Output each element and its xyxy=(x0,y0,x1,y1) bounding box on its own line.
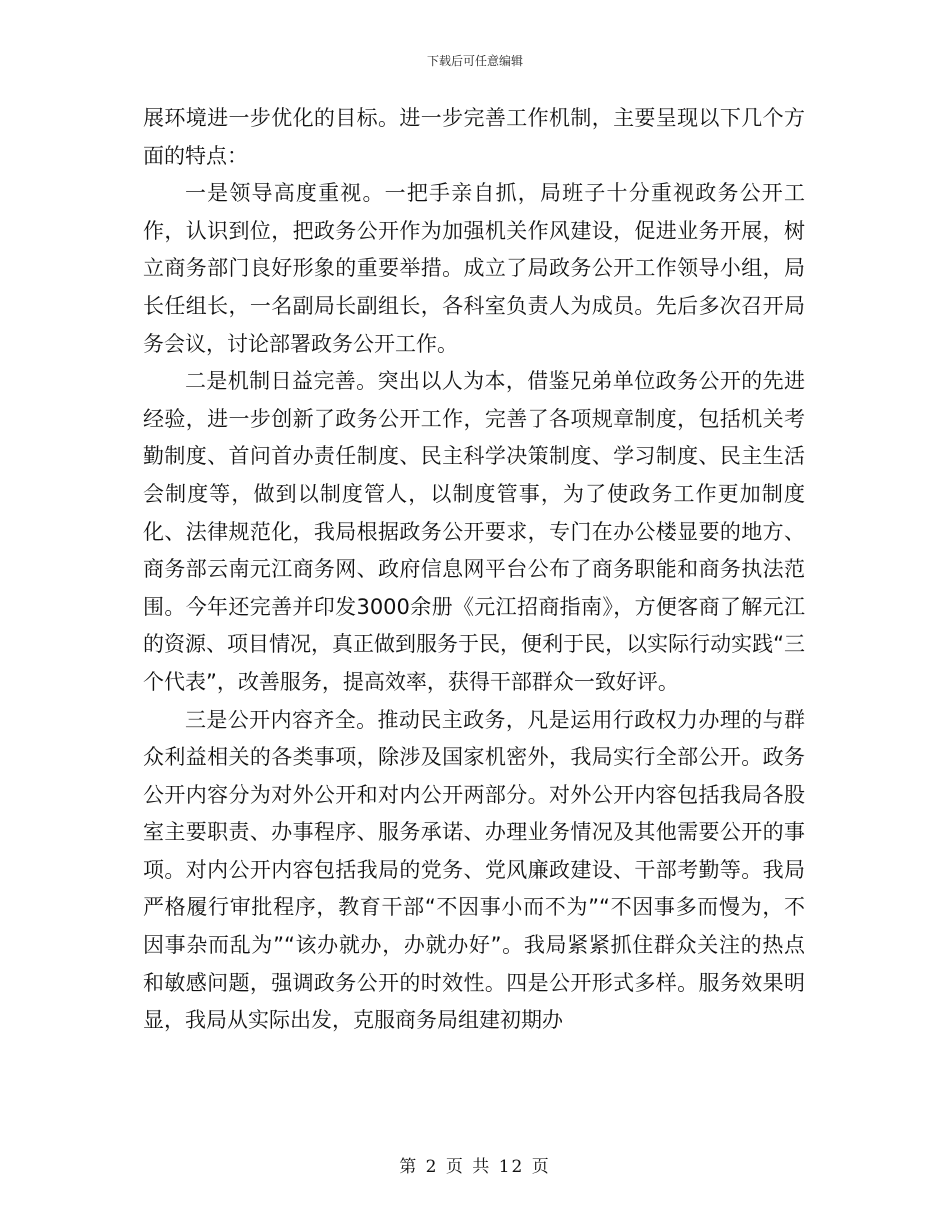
paragraph-leadership: 一是领导高度重视。一把手亲自抓，局班子十分重视政务公开工作，认识到位，把政务公开作为加强机关作风建设，促进业务开展，树立商务部门良好形象的重要举措。成立了局政务公开工作领导小组，局长任组长，一名副局长副组长，各科室负责人为成员。先后多次召开局务会议，讨论部署政务公开工作。 xyxy=(143,181,805,356)
body-text xyxy=(143,100,805,1040)
paragraph-disclosure: 三是公开内容齐全。推动民主政务，凡是运用行政权力办理的与群众利益相关的各类事项，除涉及国家机密外，我局实行全部公开。政务公开内容分为对外公开和对内公开两部分。对外公开内容包括我局各股室主要职责、办事程序、服务承诺、办理业务情况及其他需要公开的事项。对内公开内容包括我局的党务、党风廉政建设、干部考勤等。我局严格履行审批程序，教育干部“不因事小而不为”“不因事多而慢为，不因事杂而乱为”“该办就办，办就办好”。我局紧紧抓住群众关注的热点和敏感问题，强调政务公开的时效性。四是公开形式多样。服务效果明显，我局从实际出发，克服商务局组建初期办 xyxy=(143,707,805,1033)
paragraph-intro: 展环境进一步优化的目标。进一步完善工作机制，主要呈现以下几个方面的特点： xyxy=(143,106,805,168)
page-header: 下载后可任意编辑 xyxy=(426,54,523,68)
paragraph-mechanism: 二是机制日益完善。突出以人为本，借鉴兄弟单位政务公开的先进经验，进一步创新了政务公开工作，完善了各项规章制度，包括机关考勤制度、首问首办责任制度、民主科学决策制度、学习制度、民主生活会制度等，做到以制度管人，以制度管事，为了使政务工作更加制度化、法律规范化，我局根据政务公开要求，专门在办公楼显要的地方、商务部云南元江商务网、政府信息网平台公布了商务职能和商务执法范围。今年还完善并印发3000余册《元江招商指南》，方便客商了解元江的资源、项目情况，真正做到服务于民，便利于民，以实际行动实践“三个代表”，改善服务，提高效率，获得干部群众一致好评。 xyxy=(143,369,805,694)
page-footer: 第 2 页 共 12 页 xyxy=(399,1157,551,1177)
